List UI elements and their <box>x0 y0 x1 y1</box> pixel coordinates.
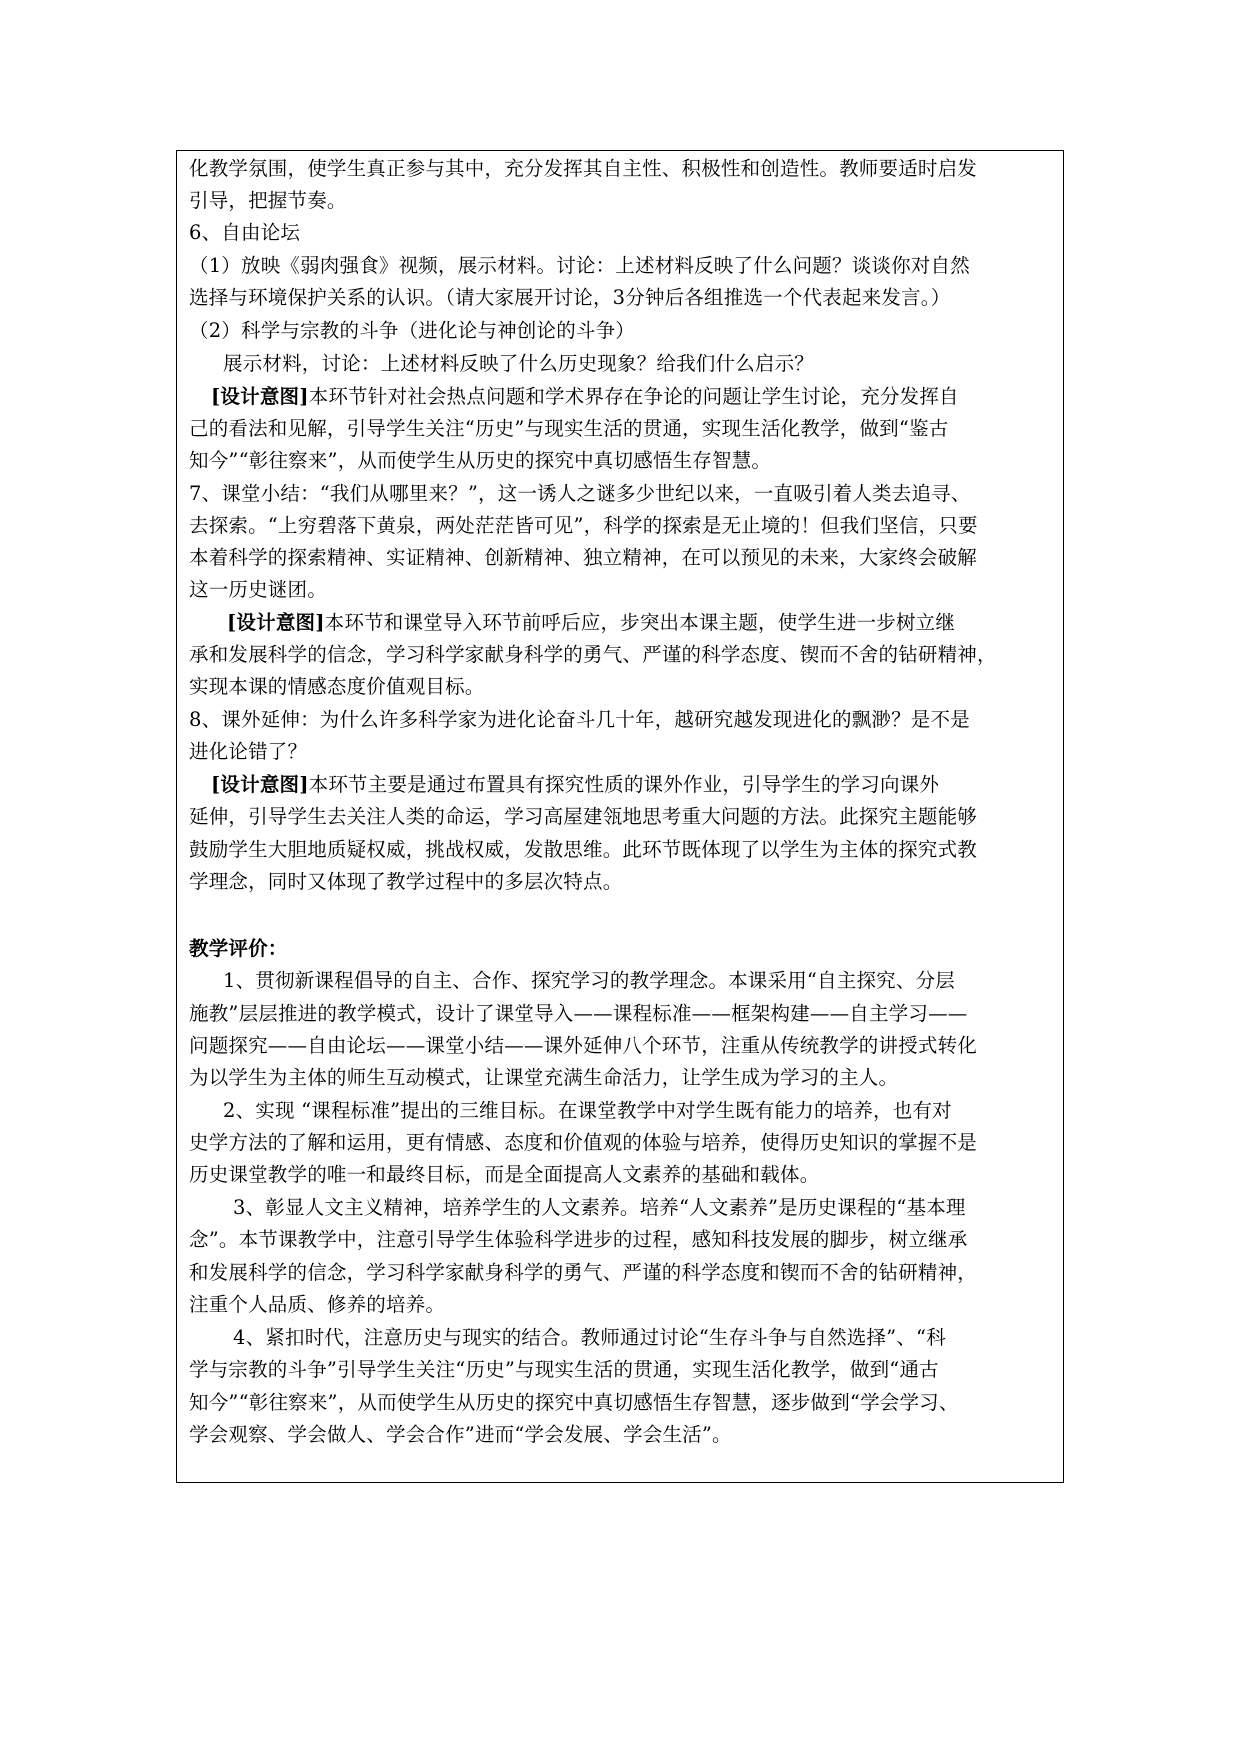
content-table-cell <box>176 150 1064 1483</box>
design-intent-tag: [设计意图] <box>227 611 325 634</box>
text-line: 学会观察、学会做人、学会合作”进而“学会发展、学会生活”。 <box>189 1423 732 1446</box>
text-line: 选择与环境保护关系的认识。（请大家展开讨论，3分钟后各组推选一个代表起来发言。） <box>189 286 951 309</box>
text-line: 鼓励学生大胆地质疑权威，挑战权威，发散思维。此环节既体现了以学生为主体的探究式教 <box>189 838 978 861</box>
text-line: 历史课堂教学的唯一和最终目标，而是全面提高人文素养的基础和载体。 <box>189 1163 820 1186</box>
text-line: （2）科学与宗教的斗争（进化论与神创论的斗争） <box>189 319 636 342</box>
text-line: 史学方法的了解和运用，更有情感、态度和价值观的体验与培养，使得历史知识的掌握不是 <box>189 1131 978 1154</box>
design-intent-tag: [设计意图] <box>211 385 309 408</box>
text-line: 展示材料，讨论：上述材料反映了什么历史现象？给我们什么启示？ <box>223 352 815 375</box>
text-line: 学理念，同时又体现了教学过程中的多层次特点。 <box>189 870 623 893</box>
text-line: 念”。本节课教学中，注意引导学生体验科学进步的过程，感知科技发展的脚步，树立继承 <box>189 1228 968 1251</box>
text-line: 施教”层层推进的教学模式，设计了课堂导入——课程标准——框架构建——自主学习—— <box>189 1002 968 1025</box>
design-intent-paragraph: [设计意图]本环节针对社会热点问题和学术界存在争论的问题让学生讨论，充分发挥自 <box>211 385 959 408</box>
text-line: 为以学生为主体的师生互动模式，让课堂充满生命活力，让学生成为学习的主人。 <box>189 1066 899 1089</box>
text-line: 进化论错了？ <box>189 740 308 763</box>
text-line: 延伸，引导学生去关注人类的命运，学习高屋建瓴地思考重大问题的方法。此探究主题能够 <box>189 805 978 828</box>
text-line: 2、实现 “课程标准”提出的三维目标。在课堂教学中对学生既有能力的培养，也有对 <box>223 1099 952 1122</box>
text-line: 实现本课的情感态度价值观目标。 <box>189 675 485 698</box>
text-line: 知今”“彰往察来”，从而使学生从历史的探究中真切感悟生存智慧。 <box>189 449 772 472</box>
text-line: 承和发展科学的信念，学习科学家献身科学的勇气、严谨的科学态度、锲而不舍的钻研精神， <box>189 643 997 666</box>
text-line: 己的看法和见解，引导学生关注“历史”与现实生活的贯通，实现生活化教学，做到“鉴古 <box>189 417 949 440</box>
design-intent-paragraph: [设计意图]本环节主要是通过布置具有探究性质的课外作业，引导学生的学习向课外 <box>211 773 940 796</box>
text-line: 和发展科学的信念，学习科学家献身科学的勇气、严谨的科学态度和锲而不舍的钻研精神， <box>189 1261 978 1284</box>
text-line: 本着科学的探索精神、实证精神、创新精神、独立精神，在可以预见的未来，大家终会破解 <box>189 546 978 569</box>
section-heading: 8、课外延伸：为什么许多科学家为进化论奋斗几十年，越研究越发现进化的飘渺？是不是 <box>189 708 970 731</box>
text-line: 去探索。“上穷碧落下黄泉，两处茫茫皆可见”，科学的探索是无止境的！但我们坚信，只要 <box>189 514 978 537</box>
text-line: （1）放映《弱肉强食》视频，展示材料。讨论：上述材料反映了什么问题？谈谈你对自然 <box>189 254 970 277</box>
evaluation-heading: 教学评价： <box>189 937 288 960</box>
text-line: 注重个人品质、修养的培养。 <box>189 1293 446 1316</box>
design-intent-paragraph: [设计意图]本环节和课堂导入环节前呼后应，步突出本课主题，使学生进一步树立继 <box>227 611 956 634</box>
section-heading: 6、自由论坛 <box>189 221 301 244</box>
text-line: 1、贯彻新课程倡导的自主、合作、探究学习的教学理念。本课采用“自主探究、分层 <box>223 969 955 992</box>
design-intent-tag: [设计意图] <box>211 773 309 796</box>
section-heading: 7、课堂小结：“我们从哪里来？”，这一诱人之谜多少世纪以来，一直吸引着人类去追寻、 <box>189 482 971 505</box>
text-line: 3、彰显人文主义精神，培养学生的人文素养。培养“人文素养”是历史课程的“基本理 <box>233 1196 966 1219</box>
text-line: 知今”“彰往察来”，从而使学生从历史的探究中真切感悟生存智慧，逐步做到“学会学习、 <box>189 1391 959 1414</box>
text-line: 引导，把握节奏。 <box>189 189 347 212</box>
text-line: 这一历史谜团。 <box>189 578 327 601</box>
text-line: 学与宗教的斗争”引导学生关注“历史”与现实生活的贯通，实现生活化教学，做到“通古 <box>189 1358 939 1381</box>
text-line: 4、紧扣时代，注意历史与现实的结合。教师通过讨论“生存斗争与自然选择”、“科 <box>233 1326 946 1349</box>
text-line: 化教学氛围，使学生真正参与其中，充分发挥其自主性、积极性和创造性。教师要适时启发 <box>189 157 978 180</box>
text-line: 问题探究——自由论坛——课堂小结——课外延伸八个环节，注重从传统教学的讲授式转化 <box>189 1034 978 1057</box>
